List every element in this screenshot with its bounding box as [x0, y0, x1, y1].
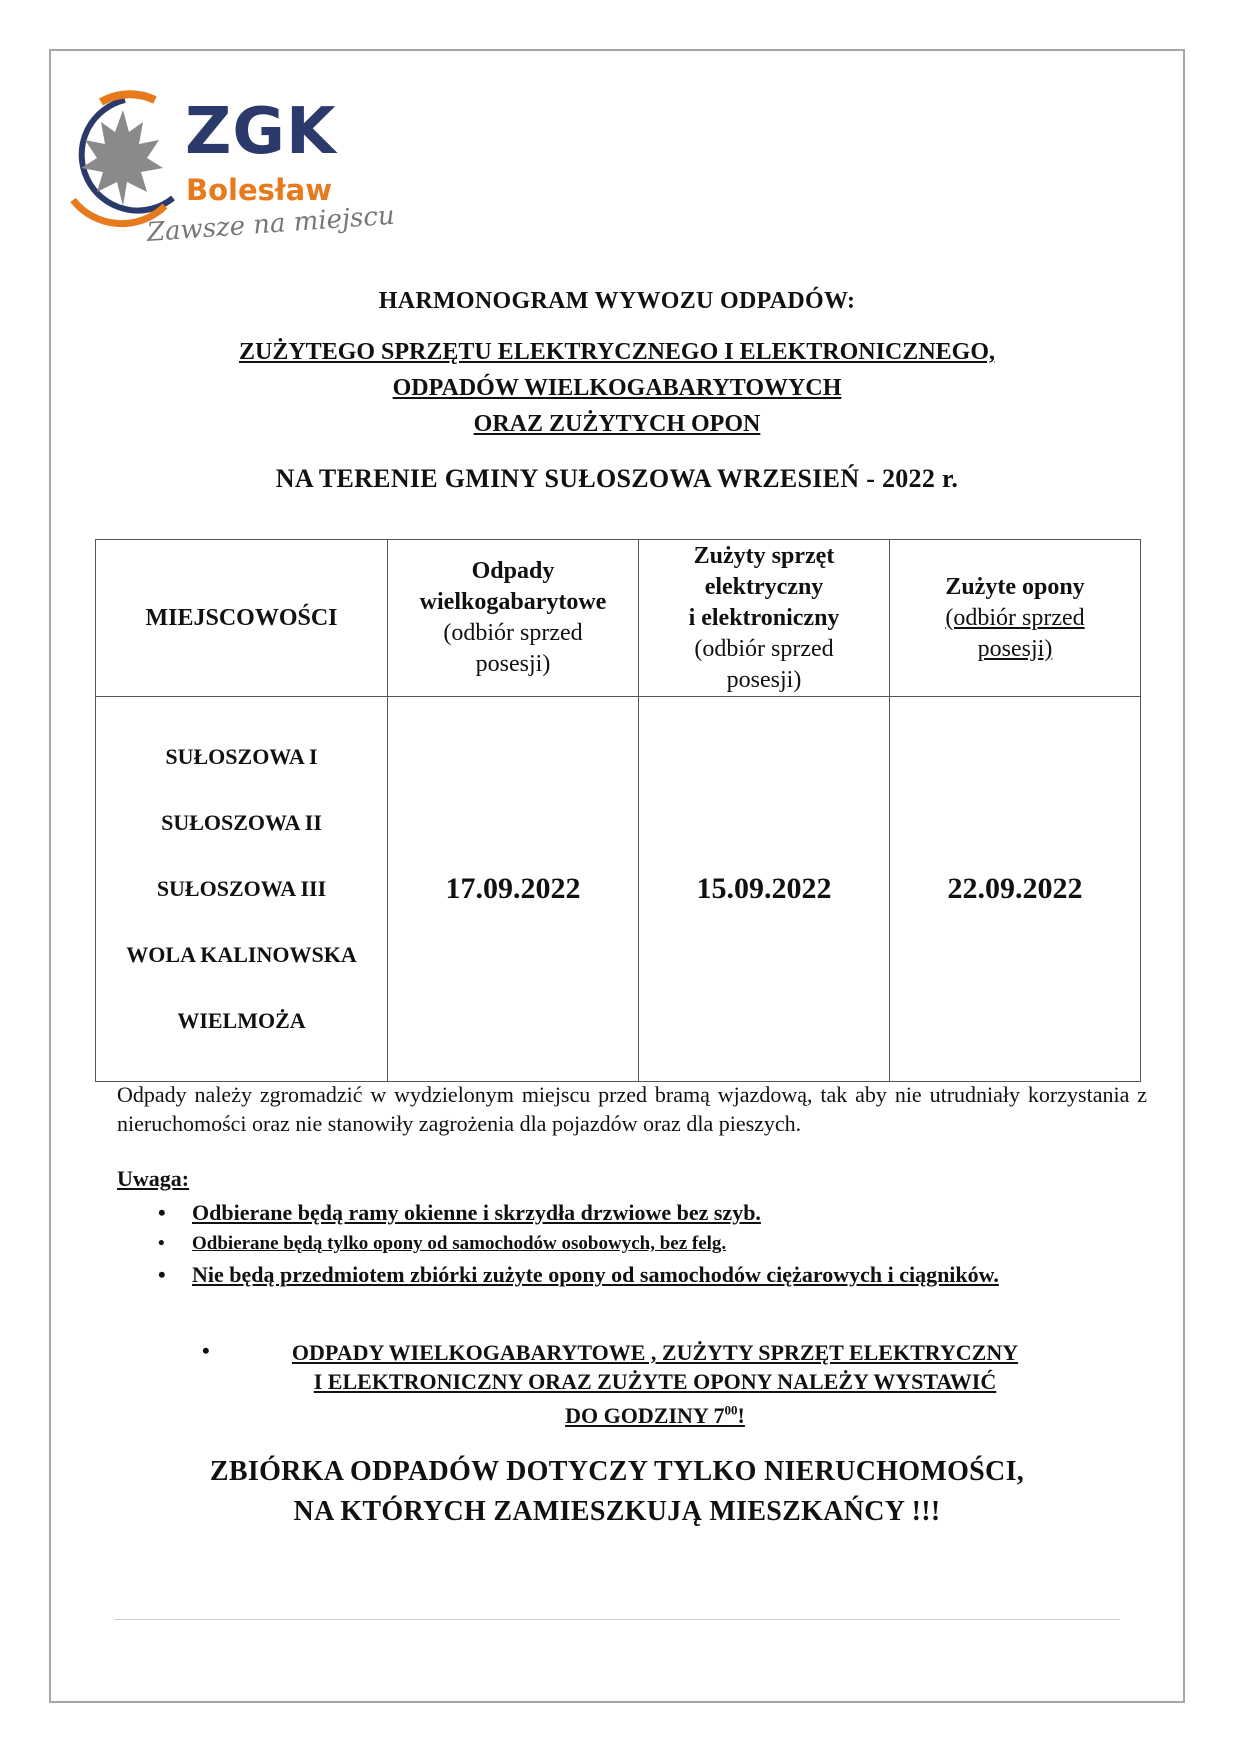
- bulky-waste-date: 17.09.2022: [388, 697, 639, 1082]
- table-header-row: [96, 540, 1141, 697]
- logo-brand-text: ZGK: [185, 95, 337, 169]
- subtitle-line: ODPADÓW WIELKOGABARYTOWYCH: [392, 375, 842, 401]
- table-row: [96, 697, 1141, 1082]
- subtitle-line: ZUŻYTEGO SPRZĘTU ELEKTRYCZNEGO I ELEKTRONICZNEGO,: [239, 339, 995, 365]
- subtitle-line: ORAZ ZUŻYTYCH OPON: [473, 411, 761, 437]
- bullet-icon: •: [158, 1200, 166, 1225]
- places-cell: [96, 697, 388, 1082]
- collection-schedule-table: [95, 539, 1141, 1082]
- pickup-time-notice: ODPADY WIELKOGABARYTOWE , ZUŻYTY SPRZĘT ELEKTRYCZNY I ELEKTRONICZNY ORAZ ZUŻYTE OPONY NALEŻY WYSTAWIĆ DO GODZINY $7^{00}$!: [291, 1340, 1019, 1429]
- eligibility-notice: ZBIÓRKA ODPADÓW DOTYCZY TYLKO NIERUCHOMOŚCI, NA KTÓRYCH ZAMIESZKUJĄ MIESZKAŃCY !!!: [209, 1456, 1025, 1527]
- bullet-icon: •: [158, 1233, 165, 1254]
- bullet-icon: •: [202, 1338, 210, 1363]
- list-item: • Nie będą przedmiotem zbiórki zużyte opony od samochodów ciężarowych i ciągników.: [152, 1259, 999, 1290]
- bullet-icon: •: [158, 1262, 166, 1287]
- document-title: HARMONOGRAM WYWOZU ODPADÓW:: [378, 288, 856, 314]
- header-places: MIEJSCOWOŚCI: [96, 540, 388, 697]
- list-item: • Odbierane będą tylko opony od samochodów osobowych, bez felg.: [152, 1228, 999, 1259]
- tyres-date: 22.09.2022: [890, 697, 1141, 1082]
- region-heading: NA TERENIE GMINY SUŁOSZOWA WRZESIEŃ - 2022 r.: [275, 464, 959, 493]
- document-subtitle: [49, 334, 1185, 442]
- footer-divider: [114, 1619, 1120, 1620]
- note-label: Uwaga:: [117, 1166, 190, 1191]
- zgk-logo: [55, 88, 396, 258]
- header-tyres: Zużyte opony (odbiór sprzed posesji): [890, 540, 1141, 697]
- header-bulky-waste: Odpady wielkogabarytowe (odbiór sprzed posesji): [388, 540, 639, 697]
- place-name: SUŁOSZOWA II: [161, 810, 322, 835]
- placement-notice: Odpady należy zgromadzić w wydzielonym miejscu przed bramą wjazdową, tak aby nie utrudniały korzystania z nieruchomości oraz nie stanowiły zagrożenia dla pojazdów oraz dla pieszych.: [117, 1082, 1147, 1136]
- place-name: WOLA KALINOWSKA: [126, 942, 357, 967]
- maple-leaf-logo-icon: [55, 88, 185, 228]
- note-list: [152, 1197, 999, 1290]
- logo-town-text: Bolesław: [186, 173, 333, 207]
- header-electronics: Zużyty sprzęt elektryczny i elektroniczny (odbiór sprzed posesji): [639, 540, 890, 697]
- logo-slogan: Zawsze na miejscu: [145, 200, 396, 248]
- list-item: • Odbierane będą ramy okienne i skrzydła drzwiowe bez szyb.: [152, 1197, 999, 1228]
- place-name: SUŁOSZOWA III: [156, 876, 327, 901]
- electronics-date: 15.09.2022: [639, 697, 890, 1082]
- place-name: SUŁOSZOWA I: [165, 744, 318, 769]
- place-name: WIELMOŻA: [177, 1008, 306, 1033]
